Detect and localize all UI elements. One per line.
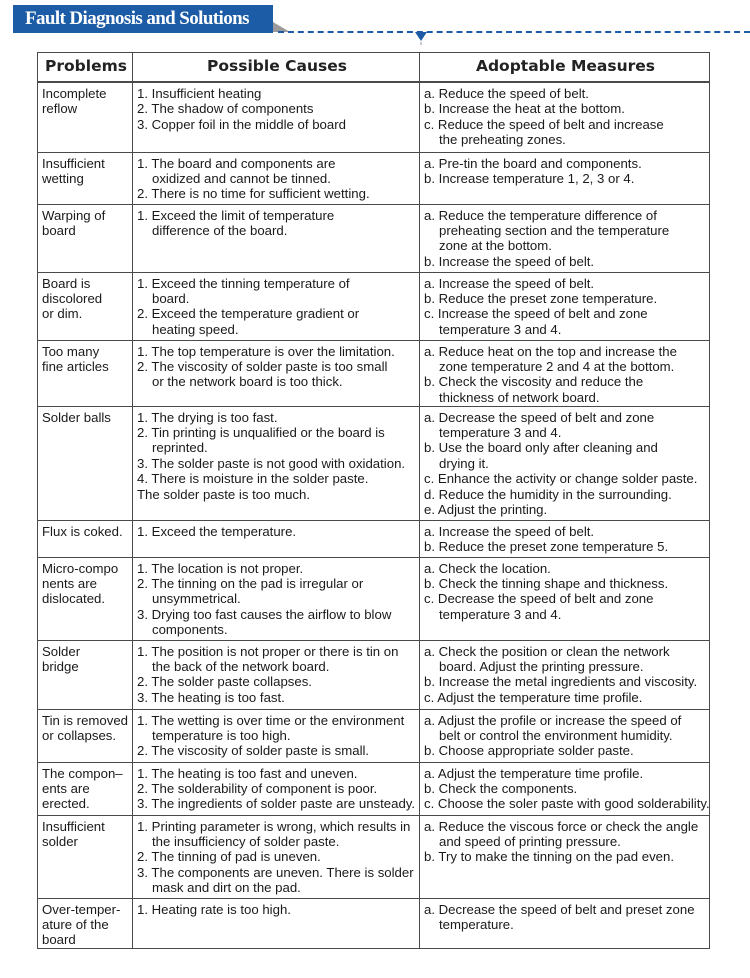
cause-line: 4. There is moisture in the solder paste.: [137, 471, 369, 487]
measures-cell: [420, 272, 710, 340]
cause-line: the insufficiency of solder paste.: [152, 833, 340, 849]
cause-line: oxidized and cannot be tinned.: [152, 170, 331, 186]
cause-line: 2. Tin printing is unqualified or the board is: [137, 424, 385, 440]
cause-line: 3. The heating is too fast.: [137, 689, 285, 705]
causes-cell: [133, 898, 420, 948]
measure-line: b. Reduce the preset zone temperature 5.: [424, 538, 669, 554]
measure-line: a. Decrease the speed of belt and preset zone: [424, 901, 695, 917]
measure-line: c. Enhance the activity or change solder paste.: [424, 471, 698, 487]
cause-line: 2. The viscosity of solder paste is small.: [137, 743, 370, 759]
measures-cell: [420, 406, 710, 520]
table-row: [38, 272, 710, 340]
causes-cell: [133, 340, 420, 406]
problem-text: ents are: [42, 780, 90, 796]
cause-line: 1. Exceed the limit of temperature: [137, 207, 335, 223]
problem-cell: [38, 152, 133, 204]
problem-cell: [38, 640, 133, 709]
problem-text: Tin is removed: [42, 712, 128, 728]
problem-text: Solder: [42, 643, 81, 659]
cause-line: 3. The components are uneven. There is solder: [137, 864, 414, 880]
causes-cell: [133, 557, 420, 640]
cause-line: mask and dirt on the pad.: [152, 880, 301, 896]
measure-line: c. Reduce the speed of belt and increase: [424, 116, 664, 132]
measure-line: c. Increase the speed of belt and zone: [424, 306, 648, 322]
measures-cell: [420, 557, 710, 640]
measure-line: b. Use the board only after cleaning and: [424, 440, 658, 456]
causes-cell: [133, 520, 420, 557]
measure-line: b. Increase the metal ingredients and viscosity.: [424, 674, 698, 690]
cause-line: or the network board is too thick.: [152, 374, 343, 390]
problem-text: Too many: [42, 343, 100, 359]
problem-text: nents are: [42, 575, 97, 591]
table-body: [38, 82, 710, 948]
cause-line: 2. The shadow of components: [137, 101, 314, 117]
problem-cell: [38, 815, 133, 898]
pointer-dot-decoration: [420, 42, 422, 45]
column-header-measures: Adoptable Measures: [420, 53, 710, 83]
cause-line: 1. The top temperature is over the limitation.: [137, 343, 395, 359]
table-row: [38, 557, 710, 640]
cause-line: 1. The wetting is over time or the environment: [137, 712, 405, 728]
measure-line: thickness of network board.: [439, 389, 600, 405]
cause-line: 2. The solder paste collapses.: [137, 674, 312, 690]
measure-line: temperature 3 and 4.: [439, 606, 562, 622]
measure-line: drying it.: [439, 455, 489, 471]
cause-line: 2. The solderability of component is poor.: [137, 780, 378, 796]
cause-line: unsymmetrical.: [152, 591, 241, 607]
measure-line: b. Increase the speed of belt.: [424, 253, 595, 269]
measures-cell: [420, 82, 710, 152]
cause-line: temperature is too high.: [152, 727, 291, 743]
measure-line: c. Decrease the speed of belt and zone: [424, 591, 654, 607]
problem-cell: [38, 272, 133, 340]
cause-line: 1. The board and components are: [137, 155, 336, 171]
problem-text: Board is: [42, 275, 91, 291]
table-header-row: [38, 53, 710, 83]
causes-cell: [133, 82, 420, 152]
problem-text: Flux is coked.: [42, 523, 123, 539]
problem-cell: [38, 762, 133, 815]
fault-diagnosis-table: [37, 52, 710, 949]
measure-line: a. Increase the speed of belt.: [424, 275, 595, 291]
measure-line: b. Choose appropriate solder paste.: [424, 743, 634, 759]
column-header-causes: Possible Causes: [133, 53, 420, 83]
measure-line: temperature 3 and 4.: [439, 321, 562, 337]
problem-text: solder: [42, 833, 78, 849]
problem-text: reflow: [42, 101, 78, 117]
measure-line: a. Reduce the temperature difference of: [424, 207, 657, 223]
measure-line: a. Reduce the speed of belt.: [424, 86, 589, 101]
table-row: [38, 709, 710, 762]
table-row: [38, 815, 710, 898]
cause-line: heating speed.: [152, 321, 239, 337]
cause-line: 1. Exceed the tinning temperature of: [137, 275, 350, 291]
cause-line: 3. The solder paste is not good with oxidation.: [137, 455, 406, 471]
measure-line: a. Decrease the speed of belt and zone: [424, 409, 655, 425]
section-title: Fault Diagnosis and Solutions: [25, 8, 249, 29]
cause-line: difference of the board.: [152, 222, 288, 238]
measures-cell: [420, 815, 710, 898]
column-header-problems: Problems: [38, 53, 133, 83]
cause-line: the back of the network board.: [152, 658, 330, 674]
causes-cell: [133, 272, 420, 340]
measures-cell: [420, 898, 710, 948]
measures-cell: [420, 640, 710, 709]
cause-line: 1. Printing parameter is wrong, which results in: [137, 818, 411, 834]
cause-line: reprinted.: [152, 440, 208, 456]
cause-line: 1. Insufficient heating: [137, 86, 262, 101]
problem-text: Incomplete: [42, 86, 107, 101]
problem-text: Insufficient: [42, 155, 105, 171]
measure-line: b. Increase temperature 1, 2, 3 or 4.: [424, 170, 635, 186]
causes-cell: [133, 152, 420, 204]
problem-text: wetting: [42, 170, 84, 186]
measures-cell: [420, 520, 710, 557]
measures-cell: [420, 709, 710, 762]
cause-line: 1. The position is not proper or there is tin on: [137, 643, 399, 659]
problem-text: Solder balls: [42, 409, 111, 425]
cause-line: 2. The tinning of pad is uneven.: [137, 849, 321, 865]
measure-line: a. Pre-tin the board and components.: [424, 155, 642, 171]
problem-cell: [38, 406, 133, 520]
problem-text: dislocated.: [42, 591, 106, 607]
problem-cell: [38, 520, 133, 557]
measure-line: a. Check the location.: [424, 560, 551, 576]
table-row: [38, 152, 710, 204]
problem-text: Warping of: [42, 207, 106, 223]
measure-line: a. Adjust the profile or increase the speed of: [424, 712, 682, 728]
problem-text: fine articles: [42, 358, 109, 374]
cause-line: 2. The viscosity of solder paste is too small: [137, 358, 388, 374]
measures-cell: [420, 340, 710, 406]
measure-line: b. Check the tinning shape and thickness.: [424, 575, 669, 591]
problem-cell: [38, 709, 133, 762]
cause-line: The solder paste is too much.: [137, 486, 310, 502]
measure-line: belt or control the environment humidity.: [439, 727, 673, 743]
cause-line: 1. The heating is too fast and uneven.: [137, 765, 358, 781]
cause-line: 2. Exceed the temperature gradient or: [137, 306, 360, 322]
cause-line: components.: [152, 622, 228, 638]
pointer-triangle-icon: [415, 32, 427, 41]
cause-line: 3. Drying too fast causes the airflow to blow: [137, 606, 392, 622]
problem-cell: [38, 340, 133, 406]
measure-line: c. Choose the soler paste with good solderability.: [424, 796, 710, 812]
table-row: [38, 204, 710, 272]
measure-line: e. Adjust the printing.: [424, 501, 548, 517]
measure-line: a. Reduce the viscous force or check the angle: [424, 818, 699, 834]
measure-line: b. Try to make the tinning on the pad even.: [424, 849, 674, 865]
measure-line: a. Adjust the temperature time profile.: [424, 765, 644, 781]
problem-text: The compon–: [42, 765, 123, 781]
table-row: [38, 406, 710, 520]
causes-cell: [133, 406, 420, 520]
cause-line: board.: [152, 290, 190, 306]
problem-text: board: [42, 222, 76, 238]
measure-line: c. Adjust the temperature time profile.: [424, 689, 643, 705]
cause-line: 1. The drying is too fast.: [137, 409, 278, 425]
table-row: [38, 898, 710, 948]
problem-text: Micro-compo: [42, 560, 119, 576]
problem-text: or collapses.: [42, 727, 117, 743]
cause-line: 2. The tinning on the pad is irregular or: [137, 575, 364, 591]
measures-cell: [420, 152, 710, 204]
problem-cell: [38, 82, 133, 152]
measure-line: d. Reduce the humidity in the surrounding.: [424, 486, 672, 502]
measure-line: b. Check the viscosity and reduce the: [424, 374, 644, 390]
table-row: [38, 762, 710, 815]
measure-line: preheating section and the temperature: [439, 222, 670, 238]
measure-line: board. Adjust the printing pressure.: [439, 658, 644, 674]
cause-line: 1. The location is not proper.: [137, 560, 304, 576]
measure-line: a. Check the position or clean the network: [424, 643, 670, 659]
measure-line: b. Increase the heat at the bottom.: [424, 101, 625, 117]
measures-cell: [420, 762, 710, 815]
problem-cell: [38, 557, 133, 640]
problem-cell: [38, 898, 133, 948]
causes-cell: [133, 762, 420, 815]
cause-line: 3. Copper foil in the middle of board: [137, 116, 346, 132]
table-row: [38, 520, 710, 557]
section-title-banner: [13, 5, 273, 33]
problem-text: discolored: [42, 290, 103, 306]
dashed-divider: [278, 31, 750, 33]
measure-line: and speed of printing pressure.: [439, 833, 621, 849]
cause-line: 1. Heating rate is too high.: [137, 901, 291, 917]
cause-line: 1. Exceed the temperature.: [137, 523, 297, 539]
table-row: [38, 640, 710, 709]
problem-text: Insufficient: [42, 818, 105, 834]
causes-cell: [133, 204, 420, 272]
problem-text: erected.: [42, 796, 90, 812]
table-row: [38, 340, 710, 406]
measures-cell: [420, 204, 710, 272]
table-row: [38, 82, 710, 152]
problem-text: or dim.: [42, 306, 83, 322]
measure-line: the preheating zones.: [439, 132, 566, 148]
causes-cell: [133, 640, 420, 709]
problem-text: bridge: [42, 658, 79, 674]
problem-text: board: [42, 932, 76, 948]
measure-line: temperature 3 and 4.: [439, 424, 562, 440]
measure-line: zone at the bottom.: [439, 238, 552, 254]
problem-cell: [38, 204, 133, 272]
causes-cell: [133, 709, 420, 762]
cause-line: 3. The ingredients of solder paste are unsteady.: [137, 796, 416, 812]
problem-text: Over-temper-: [42, 901, 121, 917]
measure-line: b. Check the components.: [424, 780, 578, 796]
measure-line: zone temperature 2 and 4 at the bottom.: [439, 358, 675, 374]
measure-line: temperature.: [439, 916, 514, 932]
cause-line: 2. There is no time for sufficient wetting.: [137, 186, 370, 202]
measure-line: a. Increase the speed of belt.: [424, 523, 595, 539]
causes-cell: [133, 815, 420, 898]
problem-text: ature of the: [42, 916, 109, 932]
measure-line: a. Reduce heat on the top and increase the: [424, 343, 677, 359]
measure-line: b. Reduce the preset zone temperature.: [424, 290, 658, 306]
